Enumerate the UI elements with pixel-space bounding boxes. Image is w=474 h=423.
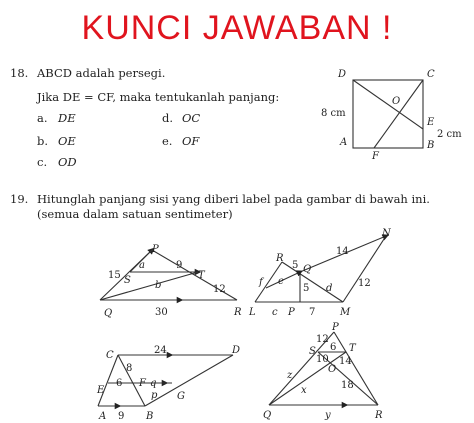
fig2-label-12: 12 bbox=[358, 278, 371, 289]
fig4-label-P: P bbox=[332, 322, 339, 333]
label-A: A bbox=[340, 137, 348, 148]
fig2-label-5b: 5 bbox=[303, 283, 310, 294]
fig3-label-F: F bbox=[139, 378, 146, 389]
fig3-label-B: B bbox=[146, 411, 154, 422]
fig4-label-14: 14 bbox=[339, 356, 352, 367]
fig1-label-S: S bbox=[124, 275, 131, 286]
fig1-label-30: 30 bbox=[155, 307, 168, 318]
fig3-label-p: p bbox=[151, 390, 158, 401]
fig3-label-24: 24 bbox=[154, 345, 167, 356]
fig1-label-R: R bbox=[234, 307, 242, 318]
fig2-label-L: L bbox=[249, 307, 256, 318]
fig2-label-e: e bbox=[278, 276, 284, 287]
fig2-label-d: d bbox=[326, 283, 333, 294]
fig2-label-P: P bbox=[288, 307, 295, 318]
fig4-label-z: z bbox=[287, 370, 293, 381]
fig4-label-12: 12 bbox=[316, 334, 329, 345]
fig2-label-5a: 5 bbox=[292, 260, 299, 271]
q18-option-e-text: OF bbox=[182, 134, 200, 148]
q18-option-a-text: DE bbox=[58, 111, 76, 125]
fig4-label-x: x bbox=[301, 385, 307, 396]
q18-option-a-letter: a. bbox=[37, 111, 48, 125]
fig4-label-S: S bbox=[309, 346, 316, 357]
q19-line1: Hitunglah panjang sisi yang diberi label pada gambar di bawah ini. bbox=[37, 192, 430, 206]
fig3-label-6: 6 bbox=[116, 378, 123, 389]
q18-option-e-letter: e. bbox=[162, 134, 173, 148]
fig2-label-Q: Q bbox=[303, 264, 312, 275]
fig4-label-R: R bbox=[375, 410, 383, 421]
fig3-label-8: 8 bbox=[126, 363, 133, 374]
label-C: C bbox=[427, 69, 435, 80]
fig1-label-T: T bbox=[198, 270, 205, 281]
fig4-label-10: 10 bbox=[316, 354, 329, 365]
q18-option-b-text: OE bbox=[58, 134, 76, 148]
q18-option-c-letter: c. bbox=[37, 155, 48, 169]
label-B: B bbox=[427, 140, 435, 151]
fig1-label-9: 9 bbox=[176, 260, 183, 271]
q18-option-b-letter: b. bbox=[37, 134, 49, 148]
q18-line2: Jika DE = CF, maka tentukanlah panjang: bbox=[37, 90, 280, 104]
fig3-label-G: G bbox=[177, 391, 185, 402]
fig2-triangles bbox=[255, 236, 386, 302]
fig4-label-T: T bbox=[349, 343, 356, 354]
q18-option-d-letter: d. bbox=[162, 111, 174, 125]
fig2-label-N: N bbox=[382, 228, 391, 239]
label-O: O bbox=[392, 96, 401, 107]
fig3-label-A: A bbox=[99, 411, 107, 422]
fig2-label-14: 14 bbox=[336, 246, 349, 257]
fig1-label-Q: Q bbox=[104, 308, 113, 319]
fig1-label-15: 15 bbox=[108, 270, 121, 281]
q19-number: 19. bbox=[10, 192, 29, 206]
fig3-label-E: E bbox=[97, 385, 105, 396]
q18-number: 18. bbox=[10, 66, 29, 80]
fig2-label-c: c bbox=[272, 307, 278, 318]
fig1-label-P: P bbox=[152, 244, 159, 255]
answer-key-banner: KUNCI JAWABAN ! bbox=[81, 9, 393, 47]
fig1-label-b: b bbox=[155, 280, 162, 291]
fig4-label-18: 18 bbox=[341, 380, 354, 391]
fig4-label-y: y bbox=[325, 410, 331, 421]
side-length-label: 8 cm bbox=[321, 108, 346, 119]
fig4-label-6: 6 bbox=[330, 342, 337, 353]
q18-option-d-text: OC bbox=[182, 111, 201, 125]
q18-line1: ABCD adalah persegi. bbox=[37, 66, 166, 80]
fig3-label-C: C bbox=[106, 350, 114, 361]
fig1-label-12: 12 bbox=[213, 284, 226, 295]
fig3-label-q: q bbox=[150, 378, 157, 389]
label-F: F bbox=[372, 151, 379, 162]
label-E: E bbox=[427, 117, 435, 128]
label-D: D bbox=[338, 69, 347, 80]
fig2-label-M: M bbox=[340, 307, 351, 318]
q18-option-c-text: OD bbox=[58, 155, 77, 169]
fig1-label-a: a bbox=[139, 260, 145, 271]
eb-length-label: 2 cm bbox=[437, 129, 462, 140]
fig2-label-R: R bbox=[276, 253, 284, 264]
fig3-label-9: 9 bbox=[118, 411, 125, 422]
fig4-label-O: O bbox=[328, 364, 337, 375]
fig3-label-D: D bbox=[232, 345, 241, 356]
fig2-label-7: 7 bbox=[309, 307, 316, 318]
fig2-label-f: f bbox=[259, 277, 263, 288]
q19-line2: (semua dalam satuan sentimeter) bbox=[37, 207, 233, 221]
fig4-label-Q: Q bbox=[263, 410, 272, 421]
